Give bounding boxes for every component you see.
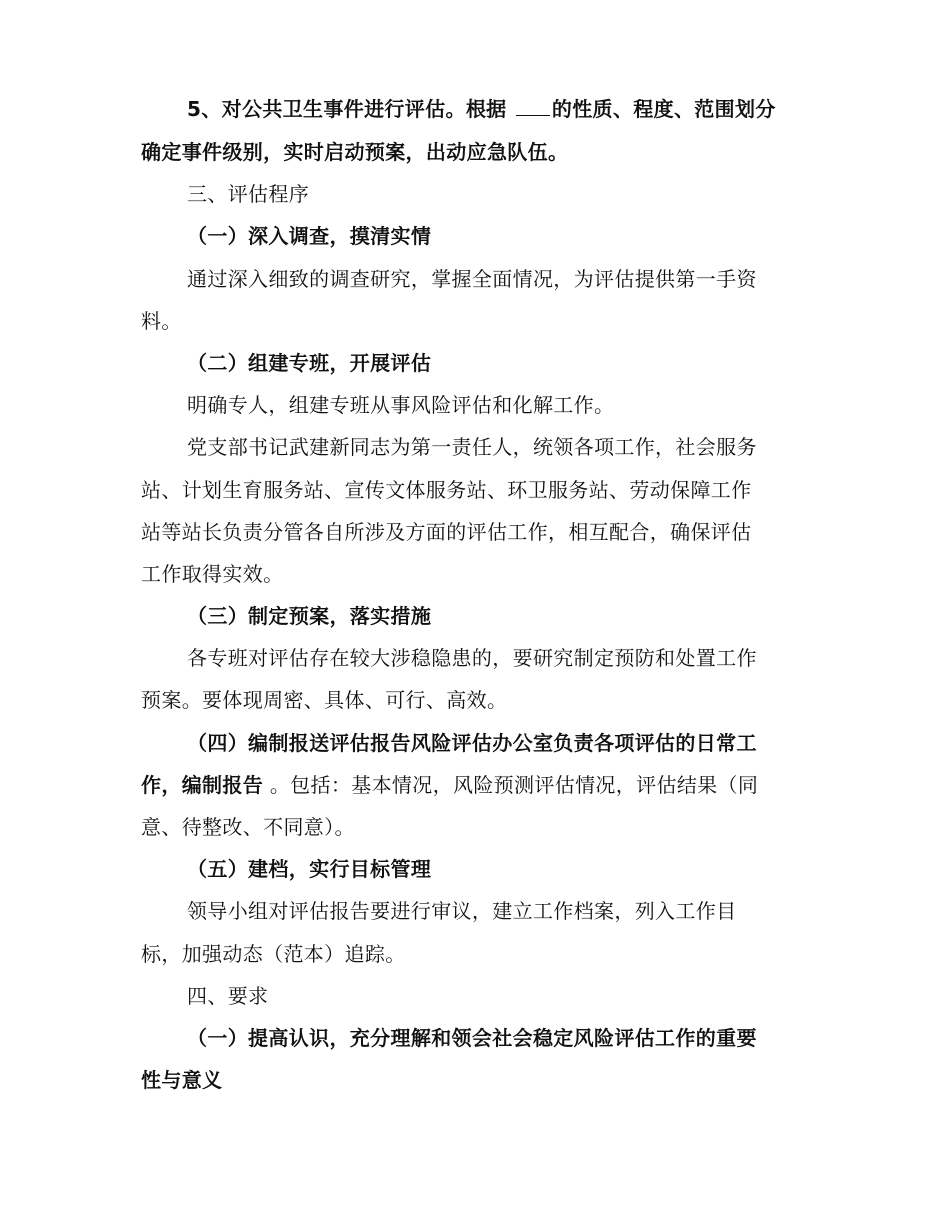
item5-text-part1: 5、对公共卫生事件进行评估。根据: [187, 97, 514, 121]
section3-sub2-body2-line2: 站、计划生育服务站、宣传文体服务站、环卫服务站、劳动保障工作: [141, 478, 752, 502]
section3-sub4-line2-rest: 。包括：基本情况，风险预测评估情况，评估结果（同: [263, 773, 759, 797]
section3-sub4-heading-line1: （四）编制报送评估报告风险评估办公室负责各项评估的日常工: [187, 731, 757, 755]
section3-sub3-body-line2: 预案。要体现周密、具体、可行、高效。: [141, 688, 508, 712]
section3-sub4-line2: [141, 771, 758, 799]
section3-sub4-line3: 意、待整改、不同意）。: [141, 815, 355, 839]
section3-sub2-body2-line4: 工作取得实效。: [141, 562, 284, 586]
section3-sub3-body-line1: 各专班对评估存在较大涉稳隐患的，要研究制定预防和处置工作: [187, 646, 757, 670]
section3-sub2-body2-line1: 党支部书记武建新同志为第一责任人，统领各项工作，社会服务: [187, 435, 757, 459]
section3-sub5-body-line1: 领导小组对评估报告要进行审议，建立工作档案，列入工作目: [187, 899, 737, 923]
section3-sub5-body-line2: 标，加强动态（范本）追踪。: [141, 942, 406, 966]
section3-sub5-heading: （五）建档，实行目标管理: [187, 857, 432, 881]
section4-heading: 四、要求: [187, 984, 269, 1008]
section3-sub1-heading: （一）深入调查，摸清实情: [187, 224, 432, 248]
section3-sub1-body-line1: 通过深入细致的调查研究，掌握全面情况，为评估提供第一手资: [187, 267, 757, 291]
section3-sub2-heading: （二）组建专班，开展评估: [187, 351, 432, 375]
fill-in-blank: [516, 95, 550, 116]
section3-sub3-heading: （三）制定预案，落实措施: [187, 604, 432, 628]
section3-sub1-body-line2: 料。: [141, 309, 182, 333]
section3-sub2-body2-line3: 站等站长负责分管各自所涉及方面的评估工作，相互配合，确保评估: [141, 520, 752, 544]
section4-sub1-heading-line1: （一）提高认识，充分理解和领会社会稳定风险评估工作的重要: [187, 1026, 757, 1050]
section4-sub1-heading-line2: 性与意义: [141, 1068, 223, 1092]
section3-sub4-heading-line2: 作，编制报告: [141, 773, 264, 797]
item5-line1: [187, 95, 776, 123]
item5-line2: 确定事件级别，实时启动预案，出动应急队伍。: [141, 140, 569, 164]
item5-text-part2: 的性质、程度、范围划分: [551, 97, 776, 121]
section3-heading: 三、评估程序: [187, 182, 310, 206]
section3-sub2-body1: 明确专人，组建专班从事风险评估和化解工作。: [187, 393, 615, 417]
